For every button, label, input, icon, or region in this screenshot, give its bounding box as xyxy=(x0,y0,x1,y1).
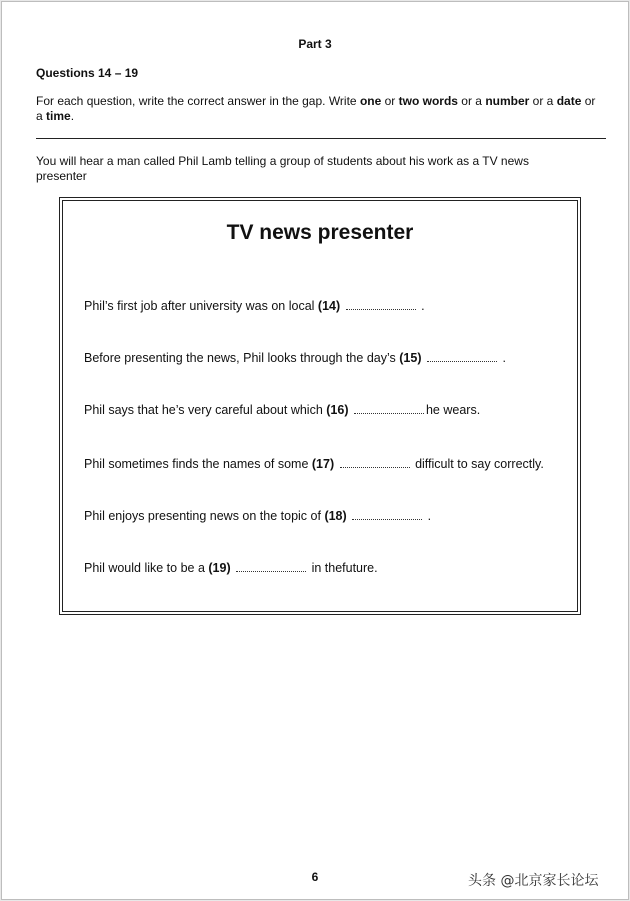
box-title: TV news presenter xyxy=(226,221,414,244)
exam-page xyxy=(1,1,629,900)
question-14: Phil’s first job after university was on local (14) . xyxy=(84,299,425,313)
answer-blank-19[interactable] xyxy=(236,561,306,572)
question-17: Phil sometimes finds the names of some (17) difficult to say correctly. xyxy=(84,457,544,471)
answer-blank-16[interactable] xyxy=(354,403,424,414)
answer-blank-17[interactable] xyxy=(340,457,410,468)
part-title: Part 3 xyxy=(298,37,332,51)
notes-box xyxy=(59,197,581,615)
question-16: Phil says that he’s very careful about which (16) he wears. xyxy=(84,403,481,417)
listening-intro: You will hear a man called Phil Lamb telling a group of students about his work as a TV news presenter xyxy=(36,154,529,183)
questions-heading: Questions 14 – 19 xyxy=(36,66,139,80)
instructions: For each question, write the correct answer in the gap. Write one or two words or a number or a date or a time. xyxy=(36,94,596,123)
watermark: 头条 @北京家长论坛 xyxy=(468,873,599,889)
question-18: Phil enjoys presenting news on the topic of (18) . xyxy=(84,509,432,523)
answer-blank-18[interactable] xyxy=(352,509,422,520)
question-19: Phil would like to be a (19) in thefuture. xyxy=(84,561,378,575)
divider-line xyxy=(36,138,606,139)
answer-blank-14[interactable] xyxy=(346,299,416,310)
answer-blank-15[interactable] xyxy=(427,351,497,362)
question-15: Before presenting the news, Phil looks through the day’s (15) . xyxy=(84,351,506,365)
page-number: 6 xyxy=(311,870,319,884)
